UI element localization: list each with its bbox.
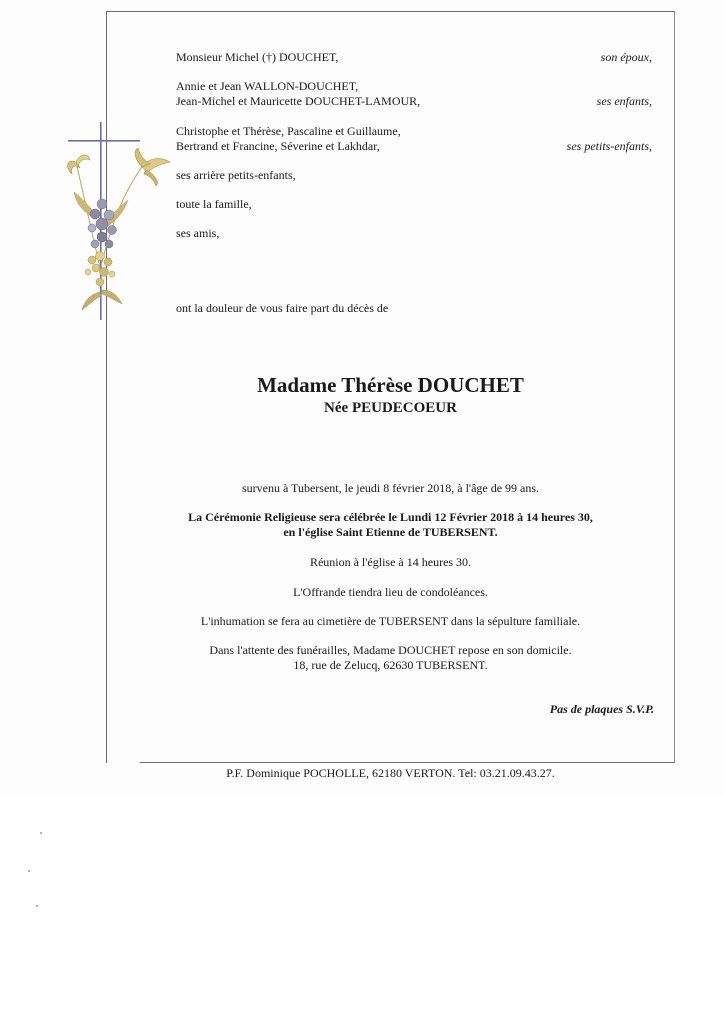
relation-grandchildren: ses petits-enfants, (566, 139, 652, 153)
burial-details: L'inhumation se fera au cimetière de TUBERSENT dans la sépulture familiale. (200, 614, 581, 628)
scan-speck (40, 832, 42, 834)
family-whole-family: toute la famille, (176, 197, 252, 211)
family-grandchildren-1: Christophe et Thérèse, Pascaline et Guillaume, (176, 124, 401, 138)
deceased-name: Madame Thérèse DOUCHET (257, 373, 524, 397)
relation-spouse: son époux, (600, 50, 652, 64)
family-friends: ses amis, (176, 226, 220, 240)
rest-line-1: Dans l'attente des funérailles, Madame DOUCHET repose en son domicile. (209, 643, 572, 657)
frame-border-right (674, 11, 675, 763)
relation-children: ses enfants, (596, 94, 652, 108)
reunion-details: Réunion à l'église à 14 heures 30. (309, 555, 472, 569)
family-children-2: Jean-Michel et Mauricette DOUCHET-LAMOUR, (176, 94, 421, 108)
scan-speck (36, 905, 38, 907)
frame-border-top (106, 11, 675, 12)
family-great-grandchildren: ses arrière petits-enfants, (176, 168, 296, 182)
ceremony-line-2: en l'église Saint Etienne de TUBERSENT. (283, 525, 498, 539)
funeral-home-footer: P.F. Dominique POCHOLLE, 62180 VERTON. Tel: 03.21.09.43.27. (226, 766, 555, 780)
rest-line-2: 18, rue de Zelucq, 62630 TUBERSENT. (293, 658, 488, 672)
ceremony-line-1: La Cérémonie Religieuse sera célébrée le Lundi 12 Février 2018 à 14 heures 30, (188, 510, 593, 524)
family-spouse: Monsieur Michel (†) DOUCHET, (176, 50, 339, 64)
scan-speck (28, 870, 30, 872)
family-grandchildren-2: Bertrand et Francine, Séverine et Lakhdar, (176, 139, 380, 153)
offering-details: L'Offrande tiendra lieu de condoléances. (293, 585, 488, 599)
frame-border-bottom (140, 762, 675, 763)
cross-with-lilies-icon (62, 122, 174, 327)
no-plaques-note: Pas de plaques S.V.P. (549, 702, 654, 716)
deceased-maiden-name: Née PEUDECOEUR (324, 400, 457, 416)
death-details: survenu à Tubersent, le jeudi 8 février 2018, à l'âge de 99 ans. (241, 481, 540, 495)
announcement-intro: ont la douleur de vous faire part du décès de (176, 301, 389, 315)
family-children-1: Annie et Jean WALLON-DOUCHET, (176, 79, 359, 93)
